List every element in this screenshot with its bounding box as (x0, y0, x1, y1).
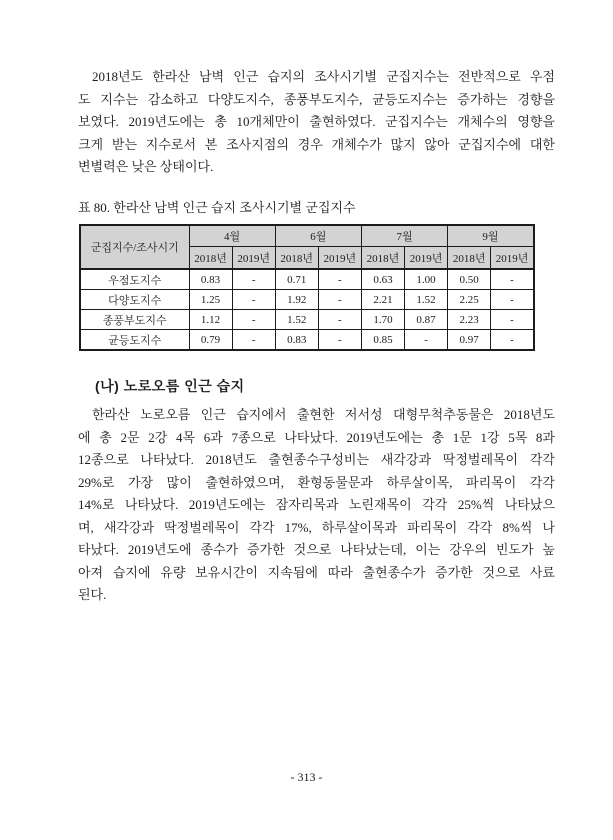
table-cell: 1.52 (275, 310, 318, 330)
table-cell: 0.63 (361, 269, 404, 290)
table-cell: 0.97 (448, 330, 491, 351)
table-cell: - (405, 330, 448, 351)
page-number: - 313 - (290, 770, 323, 784)
section-heading: (나) 노로오름 인근 습지 (95, 378, 245, 394)
table-caption: 표 80. 한라산 남벽 인근 습지 조사시기별 군집지수 (78, 200, 356, 215)
year-header: 2018년 (275, 247, 318, 270)
month-header-july: 7월 (361, 225, 447, 247)
table-cell: - (491, 290, 534, 310)
paragraph-community-index (78, 66, 555, 179)
text-line: 2018년도 한라산 남벽 인근 습지의 조사시기별 군집지수는 전반적으로 우점 (92, 69, 555, 84)
text-line: 변별력은 낮은 상태이다. (78, 159, 214, 174)
text-line: 한라산 노로오름 인근 습지에서 출현한 저서성 대형무척추동물은 2018년도 (92, 407, 555, 422)
community-index-table (79, 224, 535, 351)
table-cell: - (232, 310, 275, 330)
year-header: 2019년 (318, 247, 361, 270)
paragraph-noreoreum-wetland (78, 404, 555, 607)
table-cell: - (318, 269, 361, 290)
table-cell: 1.25 (189, 290, 232, 310)
table-row (80, 310, 534, 330)
table-cell: - (491, 269, 534, 290)
month-header-april: 4월 (189, 225, 275, 247)
table-cell: 2.25 (448, 290, 491, 310)
table-row (80, 330, 534, 351)
table-cell: - (318, 290, 361, 310)
row-label: 다양도지수 (80, 290, 189, 310)
table-cell: - (491, 330, 534, 351)
text-line: 12종으로 나타났다. 2018년도 출현종수구성비는 새각강과 딱정벌레목이 각각 (78, 452, 555, 467)
table-cell: 0.83 (275, 330, 318, 351)
month-header-june: 6월 (275, 225, 361, 247)
table-cell: 0.87 (405, 310, 448, 330)
year-header: 2019년 (491, 247, 534, 270)
year-header: 2018년 (189, 247, 232, 270)
table-cell: 1.12 (189, 310, 232, 330)
table-cell: 0.71 (275, 269, 318, 290)
month-header-september: 9월 (448, 225, 534, 247)
table-cell: - (232, 290, 275, 310)
text-line: 도 지수는 감소하고 다양도지수, 종풍부도지수, 균등도지수는 증가하는 경향을 (78, 91, 555, 107)
row-label: 균등도지수 (80, 330, 189, 351)
year-header: 2018년 (448, 247, 491, 270)
table-row (80, 290, 534, 310)
table-cell: 1.92 (275, 290, 318, 310)
table-corner-header: 군집지수/조사시기 (80, 225, 189, 269)
text-line: 된다. (78, 587, 107, 602)
year-header: 2019년 (405, 247, 448, 270)
text-line: 며, 새각강과 딱정벌레목이 각각 17%, 하루살이목과 파리목이 각각 8%씩 나 (78, 519, 555, 535)
text-line: 아져 습지에 유량 보유시간이 지속됨에 따라 출현종수가 증가한 것으로 사료 (78, 564, 555, 580)
table-cell: - (491, 310, 534, 330)
table-row (80, 269, 534, 290)
text-line: 에 총 2문 2강 4목 6과 7종으로 나타났다. 2019년도에는 총 1문 1강 5목 8과 (78, 429, 555, 445)
table-cell: 2.21 (361, 290, 404, 310)
table-cell: 0.79 (189, 330, 232, 351)
table-cell: 0.85 (361, 330, 404, 351)
table-cell: - (232, 330, 275, 351)
table-cell: 0.50 (448, 269, 491, 290)
table-cell: 1.00 (405, 269, 448, 290)
table-cell: 0.83 (189, 269, 232, 290)
row-label: 우점도지수 (80, 269, 189, 290)
table-cell: - (318, 310, 361, 330)
text-line: 크게 받는 지수로서 본 조사지점의 경우 개체수가 많지 않아 군집지수에 대한 (78, 136, 555, 152)
text-line: 타났다. 2019년도에 종수가 증가한 것으로 나타났는데, 이는 강우의 빈도가 높 (78, 542, 555, 557)
year-header: 2018년 (361, 247, 404, 270)
table-cell: 1.70 (361, 310, 404, 330)
table-cell: - (318, 330, 361, 351)
text-line: 29%로 가장 많이 출현하였으며, 환형동물문과 하루살이목, 파리목이 각각 (78, 474, 555, 490)
table-cell: 1.52 (405, 290, 448, 310)
table-cell: 2.23 (448, 310, 491, 330)
year-header: 2019년 (232, 247, 275, 270)
text-line: 14%로 나타났다. 2019년도에는 잠자리목과 노린재목이 각각 25%씩 나타났으 (78, 497, 555, 512)
row-label: 종풍부도지수 (80, 310, 189, 330)
table-cell: - (232, 269, 275, 290)
text-line: 보였다. 2019년도에는 총 10개체만이 출현하였다. 군집지수는 개체수의 영향을 (78, 114, 555, 129)
